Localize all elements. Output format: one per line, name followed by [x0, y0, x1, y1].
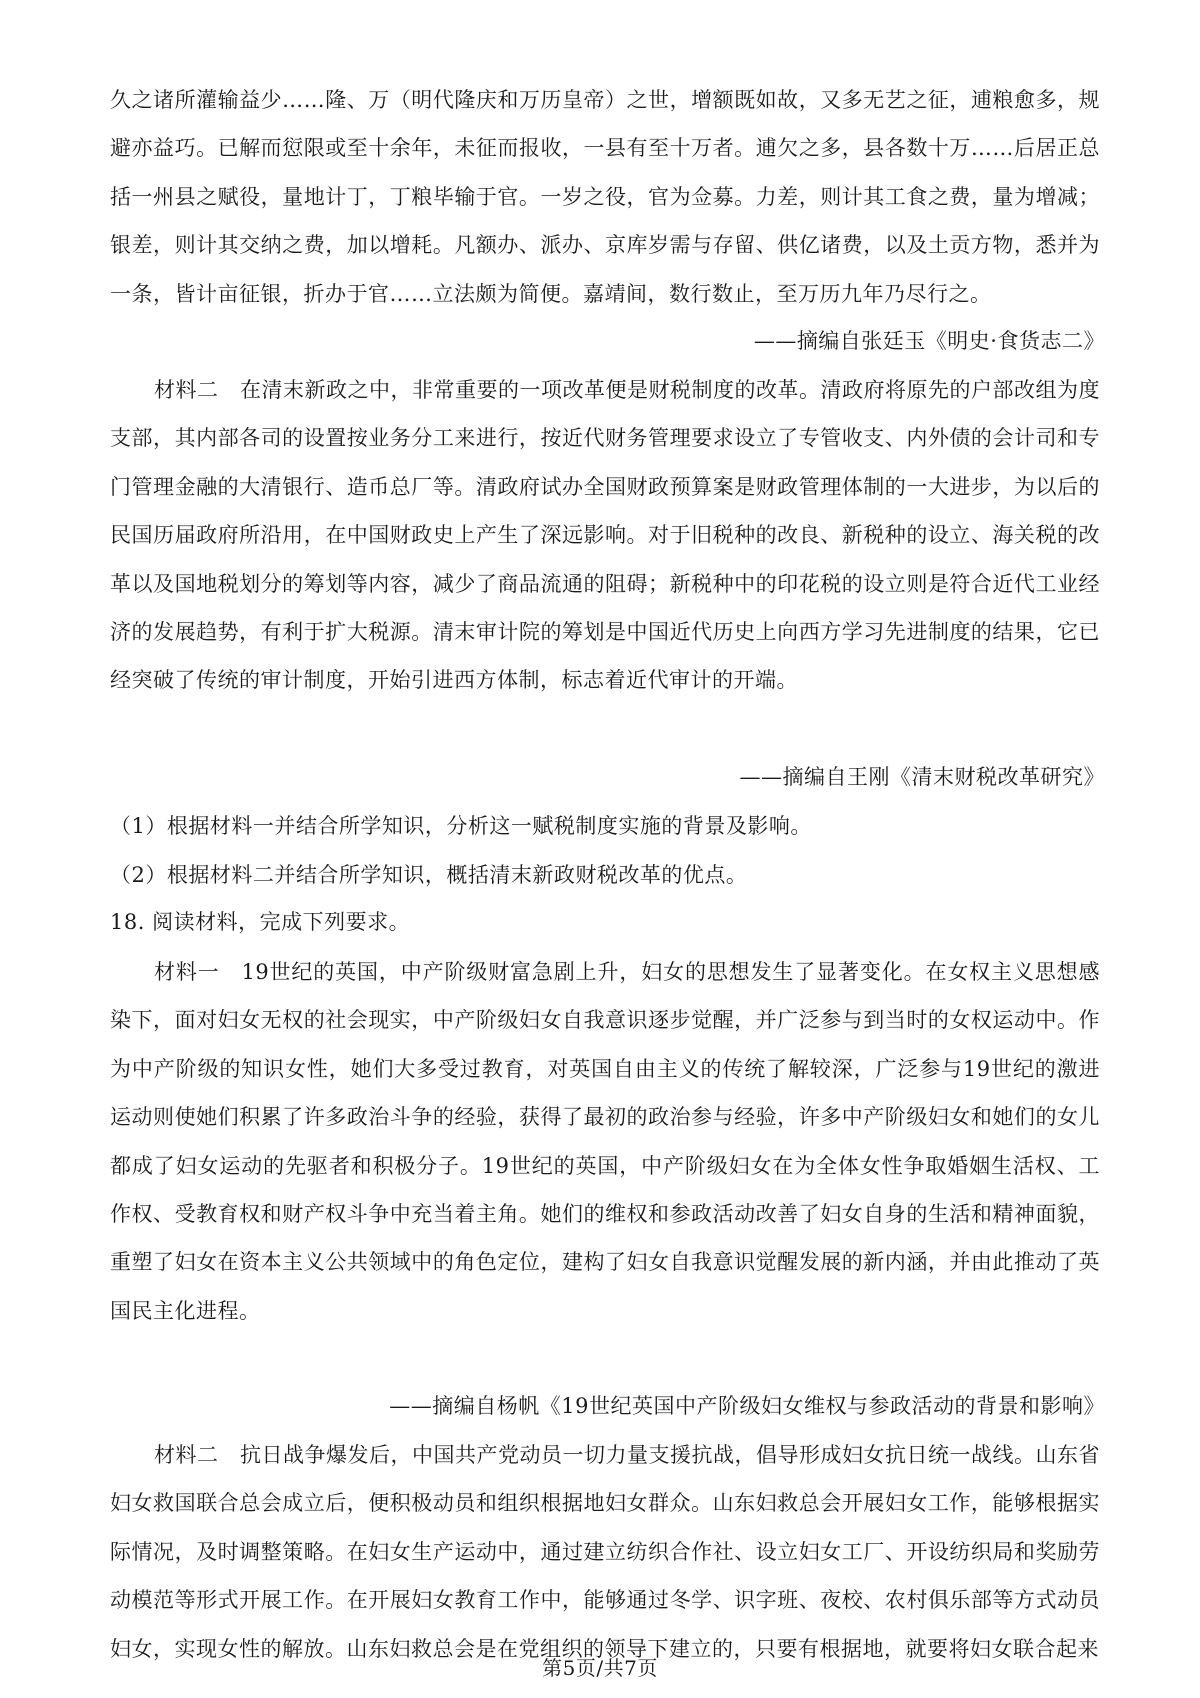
material-1-text: 久之诸所灌输益少……隆、万（明代隆庆和万历皇帝）之世，增额既如故，又多无艺之征，逋粮愈多，规避亦益巧。已解而愆限或至十余年，未征而报收，一县有至十万者。逋欠之多，县各数十万……后居正总括一州县之赋役，量地计丁，丁粮毕输于官。一岁之役，官为佥募。力差，则计其工食之费，量为增减；银差，则计其交纳之费，加以增耗。凡额办、派办、京库岁需与存留、供亿诸费，以及土贡方物，悉并为一条，皆计亩征银，折办于官……立法颇为简便。嘉靖间，数行数止，至万历九年乃尽行之。 [110, 88, 1100, 306]
page-number: 第5页/共7页 [542, 1656, 658, 1680]
question-17-2: （2）根据材料二并结合所学知识，概括清末新政财税改革的优点。 [110, 863, 748, 887]
q18-material-1-source: ——摘编自杨帆《19世纪英国中产阶级妇女维权与参政活动的背景和影响》 [389, 1394, 1105, 1418]
q18-material-2 [110, 1431, 1100, 1673]
material-2 [110, 366, 1100, 705]
q18-material-1 [110, 948, 1100, 1335]
question-18-title: 18. 阅读材料，完成下列要求。 [110, 910, 411, 934]
material-2-source: ——摘编自王刚《清末财税改革研究》 [739, 765, 1105, 789]
material-1-source: ——摘编自张廷玉《明史·食货志二》 [753, 329, 1105, 353]
material-1-continued [110, 76, 1100, 318]
q18-material-2-text: 材料二 抗日战争爆发后，中国共产党动员一切力量支援抗战，倡导形成妇女抗日统一战线。山东省妇女救国联合总会成立后，便积极动员和组织根据地妇女群众。山东妇救总会开展妇女工作，能够根据实际情况，及时调整策略。在妇女生产运动中，通过建立纺织合作社、设立妇女工厂、开设纺织局和奖励劳动模范等形式开展工作。在开展妇女教育工作中，能够通过冬学、识字班、夜校、农村俱乐部等方式动员妇女，实现女性的解放。山东妇救总会是在党组织的领导下建立的，只要有根据地，就要将妇女联合起来 [110, 1443, 1100, 1661]
question-17-1: （1）根据材料一并结合所学知识，分析这一赋税制度实施的背景及影响。 [110, 814, 812, 838]
q18-material-1-text: 材料一 19世纪的英国，中产阶级财富急剧上升，妇女的思想发生了显著变化。在女权主义思想感染下，面对妇女无权的社会现实，中产阶级妇女自我意识逐步觉醒，并广泛参与到当时的女权运动中。作为中产阶级的知识女性，她们大多受过教育，对英国自由主义的传统了解较深，广泛参与19世纪的激进运动则使她们积累了许多政治斗争的经验，获得了最初的政治参与经验，许多中产阶级妇女和她们的女儿都成了妇女运动的先驱者和积极分子。19世纪的英国，中产阶级妇女在为全体女性争取婚姻生活权、工作权、受教育权和财产权斗争中充当着主角。她们的维权和参政活动改善了妇女自身的生活和精神面貌，重塑了妇女在资本主义公共领域中的角色定位，建构了妇女自我意识觉醒发展的新内涵，并由此推动了英国民主化进程。 [110, 960, 1100, 1323]
material-2-text: 材料二 在清末新政之中，非常重要的一项改革便是财税制度的改革。清政府将原先的户部改组为度支部，其内部各司的设置按业务分工来进行，按近代财务管理要求设立了专管收支、内外债的会计司和专门管理金融的大清银行、造币总厂等。清政府试办全国财政预算案是财政管理体制的一大进步，为以后的民国历届政府所沿用，在中国财政史上产生了深远影响。对于旧税种的改良、新税种的设立、海关税的改革以及国地税划分的筹划等内容，减少了商品流通的阻碍；新税种中的印花税的设立则是符合近代工业经济的发展趋势，有利于扩大税源。清末审计院的筹划是中国近代历史上向西方学习先进制度的结果，它已经突破了传统的审计制度，开始引进西方体制，标志着近代审计的开端。 [110, 378, 1100, 693]
